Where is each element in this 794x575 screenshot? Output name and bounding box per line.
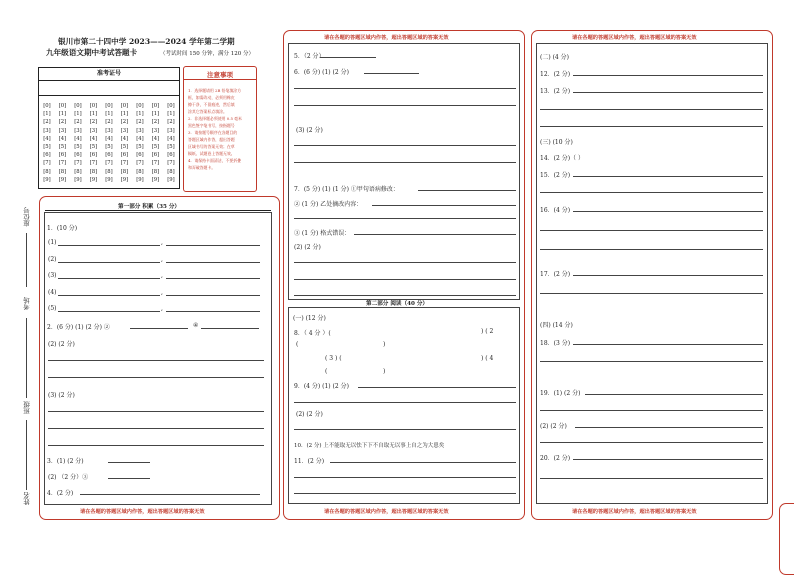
ticket-digit-bubble[interactable]: [9]	[43, 176, 51, 183]
ticket-digit-bubble[interactable]: [9]	[151, 176, 160, 183]
q20-label: 20．(2 分)	[540, 455, 571, 462]
ticket-digit-bubble[interactable]: [9]	[167, 176, 175, 183]
ticket-digit-bubble[interactable]: [8]	[167, 168, 175, 175]
ticket-digit-bubble[interactable]: [2]	[74, 119, 82, 126]
ticket-digit-bubble[interactable]: [0]	[151, 103, 160, 109]
ticket-digit-bubble[interactable]: [9]	[105, 176, 113, 183]
q8c-label: ( 3 ) (	[325, 355, 342, 362]
ticket-digit-bubble[interactable]: [5]	[43, 143, 51, 150]
ticket-digit-bubble[interactable]: [3]	[89, 127, 98, 134]
ticket-digit-bubble[interactable]: [2]	[43, 119, 51, 126]
ticket-digit-bubble[interactable]: [8]	[136, 168, 144, 175]
q1-sub1-label: (1)	[48, 239, 57, 246]
notice-line: 答题区域内作答，超出答题	[188, 137, 235, 142]
notice-line: 区域书写的答案无效；在草	[188, 144, 235, 149]
ticket-digit-bubble[interactable]: [0]	[74, 103, 82, 109]
ticket-digit-bubble[interactable]: [4]	[136, 135, 144, 142]
ticket-digit-bubble[interactable]: [2]	[105, 119, 113, 126]
ticket-digit-bubble[interactable]: [4]	[89, 135, 98, 142]
ticket-digit-bubble[interactable]: [2]	[89, 119, 98, 126]
class-label: 班级	[23, 401, 31, 414]
ticket-digit-bubble[interactable]: [9]	[120, 176, 129, 183]
q16-label: 16．(4 分)	[540, 207, 571, 214]
notice-line: 涂其它答案标点填涂。	[188, 109, 227, 114]
q4-label: 4．(2 分)	[47, 490, 74, 497]
part2-label: (二) (4 分)	[540, 54, 569, 61]
ticket-digit-bubble[interactable]: [2]	[120, 119, 129, 126]
ticket-digit-bubble[interactable]: [7]	[120, 160, 129, 167]
ticket-digit-grid[interactable]	[41, 102, 179, 187]
ticket-digit-bubble[interactable]: [3]	[58, 127, 67, 134]
ticket-digit-column[interactable]	[72, 102, 84, 184]
ticket-digit-bubble[interactable]: [5]	[105, 143, 113, 150]
ticket-digit-bubble[interactable]: [8]	[120, 168, 129, 175]
notice-line: 4．请保持卡面清洁，不要折叠	[188, 158, 242, 163]
ticket-digit-bubble[interactable]: [6]	[151, 152, 160, 159]
q9-label: 9．(4 分) (1) (2 分)	[294, 383, 349, 390]
part4-label: (四) (14 分)	[540, 322, 573, 329]
ticket-digit-column[interactable]	[57, 102, 69, 184]
q19-label: 19．(1) (2 分)	[540, 390, 581, 397]
q9-2-label: (2) (2 分)	[296, 411, 323, 418]
ticket-digit-bubble[interactable]: [3]	[167, 127, 175, 134]
ticket-digit-bubble[interactable]: [4]	[74, 135, 82, 142]
exam-title-line1: 银川市第二十四中学 2023——2024 学年第二学期	[58, 37, 235, 46]
notice-line: 2．非选择题必须使用 0.5 毫米	[188, 116, 242, 121]
ticket-digit-column[interactable]	[165, 102, 177, 184]
notice-line: 擦干净，不留痕迹，然后填	[188, 102, 235, 107]
ticket-digit-bubble[interactable]: [8]	[43, 168, 51, 175]
q19-2-label: (2) (2 分)	[540, 423, 567, 430]
q1-sub2-label: (2)	[48, 256, 57, 263]
q2-3-label: (3) (2 分)	[48, 392, 75, 399]
ticket-digit-column[interactable]	[150, 102, 162, 184]
section2-title: 第二部分 阅读（40 分）	[366, 301, 429, 307]
ticket-digit-bubble[interactable]: [8]	[105, 168, 113, 175]
ticket-digit-bubble[interactable]: [4]	[58, 135, 67, 142]
q18-label: 18．(3 分)	[540, 340, 571, 347]
warning-text-col1: 请在各题的答题区域内作答，超出答题区域的答案无效	[80, 509, 205, 515]
q11-label: 11．(2 分)	[294, 458, 325, 465]
notice-line: 3．请按题号顺序在各题目的	[188, 130, 238, 135]
ticket-digit-bubble[interactable]: [4]	[120, 135, 129, 142]
ticket-digit-bubble[interactable]: [9]	[74, 176, 82, 183]
q5-label: 5．（2 分）	[294, 53, 325, 60]
ticket-digit-bubble[interactable]: [1]	[120, 111, 129, 118]
ticket-digit-bubble[interactable]: [5]	[167, 143, 175, 150]
q12-label: 12．(2 分)	[540, 71, 571, 78]
ticket-digit-bubble[interactable]: [1]	[43, 111, 51, 118]
ticket-digit-bubble[interactable]: [6]	[58, 152, 67, 159]
q8a-label: 8．（ 4 分 ）(	[294, 330, 331, 337]
ticket-digit-bubble[interactable]: [3]	[151, 127, 160, 134]
seat-label: 座位号	[23, 207, 31, 227]
q7-label: 7．(5 分) (1) (1 分) ①甲句语病修改：	[294, 186, 399, 193]
ticket-digit-bubble[interactable]: [0]	[58, 103, 67, 109]
ticket-digit-bubble[interactable]: [5]	[74, 143, 82, 150]
ticket-digit-bubble[interactable]: [6]	[136, 152, 144, 159]
ticket-digit-column[interactable]	[119, 102, 131, 184]
part1-label: (一) (12 分)	[293, 315, 326, 322]
q7-4-label: (2) (2 分)	[294, 244, 321, 251]
ticket-digit-bubble[interactable]: [8]	[74, 168, 82, 175]
q2-label: 2．(6 分) (1) (2 分) ②	[47, 324, 110, 331]
ticket-digit-column[interactable]	[41, 102, 53, 184]
exam-time-note: （考试时间 150 分钟，满分 120 分）	[160, 51, 254, 57]
q1-sub4-label: (4)	[48, 289, 57, 296]
ticket-digit-bubble[interactable]: [5]	[120, 143, 129, 150]
ticket-digit-bubble[interactable]: [4]	[105, 135, 113, 142]
ticket-digit-bubble[interactable]: [6]	[74, 152, 82, 159]
ticket-digit-bubble[interactable]: [7]	[136, 160, 144, 167]
q3-2-label: (2) （2 分）③	[48, 474, 89, 481]
q7-2-label: ② (1 分) 乙处摘改内容：	[294, 201, 363, 208]
ticket-digit-bubble[interactable]: [6]	[120, 152, 129, 159]
admission-ticket-box	[38, 67, 180, 189]
ticket-digit-bubble[interactable]: [2]	[136, 119, 144, 126]
exam-title-line2: 九年级语文期中考试答题卡	[46, 48, 138, 57]
notice-title: 注意事项	[207, 71, 233, 79]
ticket-digit-bubble[interactable]: [2]	[167, 119, 175, 126]
ticket-write-row[interactable]	[39, 80, 179, 96]
ticket-digit-bubble[interactable]: [7]	[58, 160, 67, 167]
warning-text-col2-bottom: 请在各题的答题区域内作答，超出答题区域的答案无效	[324, 509, 449, 515]
ticket-digit-bubble[interactable]: [6]	[167, 152, 175, 159]
q1-label: 1．(10 分)	[47, 225, 78, 232]
ticket-digit-bubble[interactable]: [4]	[43, 135, 51, 142]
ticket-digit-bubble[interactable]: [3]	[136, 127, 144, 134]
ticket-digit-bubble[interactable]: [5]	[151, 143, 160, 150]
ticket-digit-bubble[interactable]: [1]	[89, 111, 98, 118]
notice-box	[183, 66, 257, 192]
ticket-digit-column[interactable]	[134, 102, 146, 184]
part3-label: (三) (10 分)	[540, 139, 573, 146]
ticket-digit-bubble[interactable]: [3]	[105, 127, 113, 134]
ticket-digit-bubble[interactable]: [0]	[43, 103, 51, 109]
ticket-digit-bubble[interactable]: [1]	[151, 111, 160, 118]
room-label: 考场	[23, 297, 31, 310]
ticket-digit-bubble[interactable]: [8]	[58, 168, 67, 175]
ticket-digit-bubble[interactable]: [7]	[167, 160, 175, 167]
next-page-edge	[779, 503, 794, 575]
ticket-digit-bubble[interactable]: [1]	[105, 111, 113, 118]
section1-title: 第一部分 积累（35 分）	[118, 204, 181, 210]
ticket-digit-bubble[interactable]: [8]	[89, 168, 98, 175]
notice-line: 框，如需改动，必须用橡皮	[188, 95, 235, 100]
ticket-digit-bubble[interactable]: [1]	[167, 111, 175, 118]
warning-text-col3-bottom: 请在各题的答题区域内作答，超出答题区域的答案无效	[572, 509, 697, 515]
ticket-digit-bubble[interactable]: [5]	[136, 143, 144, 150]
q2-2-label: (2) (2 分)	[48, 341, 75, 348]
warning-text-col2-top: 请在各题的答题区域内作答，超出答题区域的答案无效	[324, 35, 449, 41]
warning-text-col3-top: 请在各题的答题区域内作答，超出答题区域的答案无效	[572, 35, 697, 41]
ticket-digit-bubble[interactable]: [6]	[105, 152, 113, 159]
q17-label: 17．(2 分)	[540, 271, 571, 278]
ticket-digit-bubble[interactable]: [2]	[58, 119, 67, 126]
ticket-digit-bubble[interactable]: [0]	[120, 103, 129, 109]
q7-3-label: ③ (1 分) 格式错误：	[294, 230, 351, 237]
name-label: 姓名	[23, 492, 31, 505]
q1-sub5-label: (5)	[48, 305, 57, 312]
ticket-digit-bubble[interactable]: [0]	[136, 103, 144, 109]
ticket-digit-bubble[interactable]: [3]	[120, 127, 129, 134]
ticket-digit-bubble[interactable]: [3]	[43, 127, 51, 134]
q14-label: 14．(2 分)（ ）	[540, 155, 584, 162]
ticket-digit-column[interactable]	[103, 102, 115, 184]
q2-mark4: ④	[193, 322, 199, 329]
ticket-digit-bubble[interactable]: [1]	[74, 111, 82, 118]
q10-label: 10．(2 分) 上不能取无以怯下下不自取无以事上自之为大患矣	[294, 443, 445, 449]
ticket-digit-bubble[interactable]: [9]	[136, 176, 144, 183]
notice-line: 1．选择题请用 2B 铅笔填涂方	[188, 88, 242, 93]
admission-ticket-label: 准考证号	[39, 68, 179, 81]
col3-writing-area[interactable]	[536, 43, 768, 504]
ticket-digit-bubble[interactable]: [3]	[74, 127, 82, 134]
ticket-digit-bubble[interactable]: [2]	[151, 119, 160, 126]
q3-label: 3．(1) (2 分)	[47, 458, 84, 465]
ticket-digit-bubble[interactable]: [7]	[89, 160, 98, 167]
ticket-digit-bubble[interactable]: [1]	[136, 111, 144, 118]
ticket-digit-bubble[interactable]: [4]	[167, 135, 175, 142]
ticket-digit-bubble[interactable]: [0]	[89, 103, 98, 109]
ticket-digit-bubble[interactable]: [0]	[105, 103, 113, 109]
ticket-digit-bubble[interactable]: [7]	[151, 160, 160, 167]
ticket-digit-bubble[interactable]: [7]	[105, 160, 113, 167]
notice-line: 稿纸、试题卷上答题无效。	[188, 151, 235, 156]
ticket-digit-bubble[interactable]: [6]	[89, 152, 98, 159]
ticket-digit-bubble[interactable]: [7]	[74, 160, 82, 167]
q1-sub3-label: (3)	[48, 272, 57, 279]
ticket-digit-bubble[interactable]: [0]	[167, 103, 175, 109]
ticket-digit-bubble[interactable]: [8]	[151, 168, 160, 175]
q6-label: 6．(6 分) (1) (2 分)	[294, 69, 349, 76]
q15-label: 15．(2 分)	[540, 172, 571, 179]
ticket-digit-bubble[interactable]: [5]	[58, 143, 67, 150]
ticket-digit-bubble[interactable]: [4]	[151, 135, 160, 142]
ticket-digit-bubble[interactable]: [7]	[43, 160, 51, 167]
q6-3-label: (3) (2 分)	[296, 127, 323, 134]
ticket-digit-bubble[interactable]: [6]	[43, 152, 51, 159]
notice-line: 和弄破答题卡。	[188, 165, 216, 170]
q13-label: 13．(2 分)	[540, 88, 571, 95]
ticket-digit-bubble[interactable]: [1]	[58, 111, 67, 118]
notice-line: 黑色签字笔书写，按指题号	[188, 123, 235, 128]
ticket-digit-column[interactable]	[88, 102, 100, 184]
ticket-digit-bubble[interactable]: [5]	[89, 143, 98, 150]
ticket-digit-bubble[interactable]: [9]	[58, 176, 67, 183]
ticket-digit-bubble[interactable]: [9]	[89, 176, 98, 183]
